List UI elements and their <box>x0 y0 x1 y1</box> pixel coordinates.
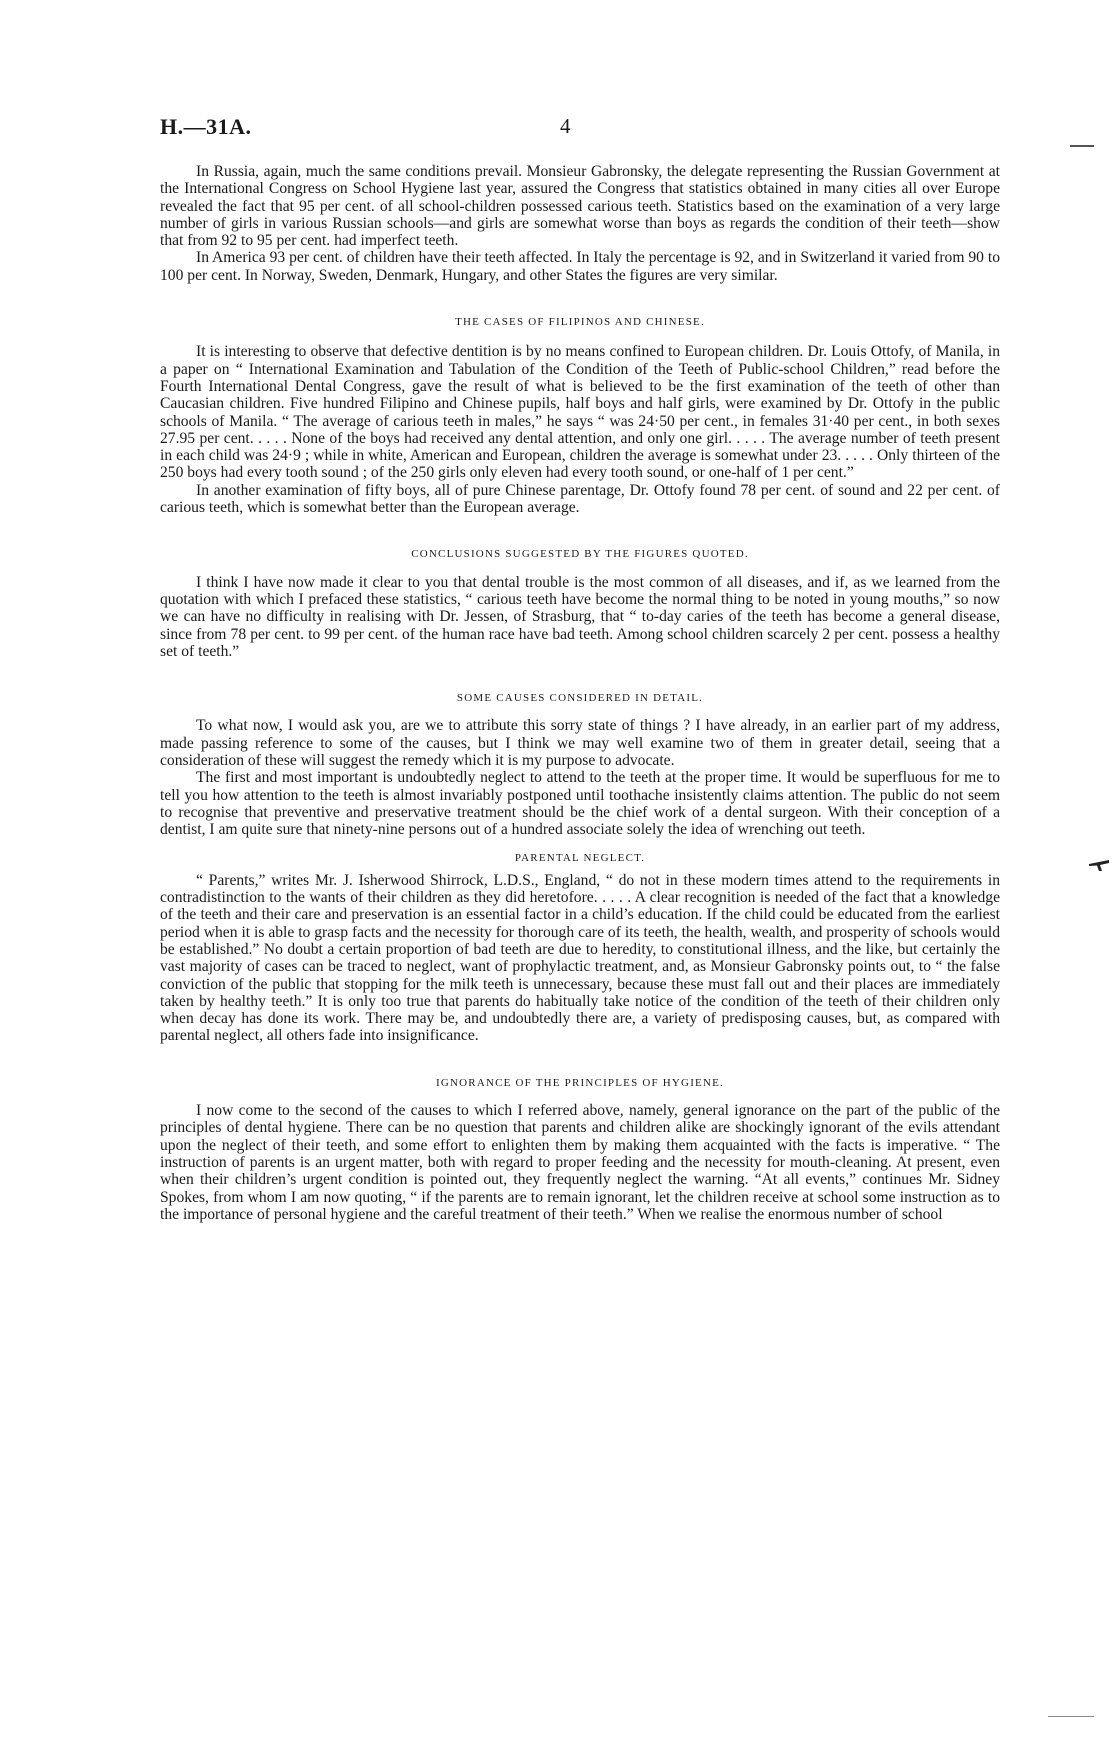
section-heading: THE CASES OF FILIPINOS AND CHINESE. <box>455 316 705 329</box>
margin-mark <box>1070 145 1094 147</box>
margin-arrow-icon <box>1088 858 1110 877</box>
margin-mark <box>1048 1716 1094 1717</box>
body-paragraph: To what now, I would ask you, are we to attribute this sorry state of things ? I have already, in an earlier part of my address, made passing reference to some of the causes, but I think we may well examine two of them in greater detail, seeing that a consideration of these will suggest the remedy which it is my purpose to advocate. <box>160 717 1000 770</box>
body-paragraph: I now come to the second of the causes to which I referred above, namely, general ignorance on the part of the public of the principles of dental hygiene. There can be no question that parents and children alike are shockingly ignorant of the evils attendant upon the neglect of their teeth, and some effort to enlighten them by making them acquainted with the facts is imperative. “ The instruction of parents is an urgent matter, both with regard to proper feeding and the necessity for mouth-cleaning. At present, even when their children’s urgent condition is pointed out, they frequently neglect the warning. “At all events,” continues Mr. Sidney Spokes, from whom I am now quoting, “ if the parents are to remain ignorant, let the children receive at school some instruction as to the importance of personal hygiene and the careful treatment of their teeth.” When we realise the enormous number of school <box>160 1102 1000 1223</box>
body-paragraph: It is interesting to observe that defective dentition is by no means confined to European children. Dr. Louis Ottofy, of Manila, in a paper on “ International Examination and Tabulation of the Condition of the Teeth of Public-school Children,” read before the Fourth International Dental Congress, gave the result of what is believed to be the first examination of the teeth of other than Caucasian children. Five hundred Filipino and Chinese pupils, half boys and half girls, were examined by Dr. Ottofy in the public schools of Manila. “ The average of carious teeth in males,” he says “ was 24·50 per cent., in females 31·40 per cent., in both sexes 27.95 per cent. . . . . None of the boys had received any dental attention, and only one girl. . . . . The average number of teeth present in each child was 24·9 ; while in white, American and European, children the average is somewhat under 23. . . . . Only thirteen of the 250 boys had every tooth sound ; of the 250 girls only eleven had every tooth sound, or one-half of 1 per cent.” <box>160 343 1000 482</box>
page-header <box>160 114 1000 144</box>
document-reference: H.—31A. <box>160 114 252 139</box>
section-heading: PARENTAL NEGLECT. <box>514 851 646 864</box>
section-heading: IGNORANCE OF THE PRINCIPLES OF HYGIENE. <box>436 1076 724 1089</box>
section-heading: SOME CAUSES CONSIDERED IN DETAIL. <box>456 692 704 705</box>
body-paragraph: The first and most important is undoubtedly neglect to attend to the teeth at the proper time. It would be superfluous for me to tell you how attention to the teeth is almost invariably postponed until toothache insistently claims attention. The public do not seem to recognise that preventive and preservative treatment should be the chief work of a dental surgeon. With their conception of a dentist, I am quite sure that ninety-nine persons out of a hundred associate solely the idea of wrenching out teeth. <box>160 769 1000 839</box>
body-paragraph: “ Parents,” writes Mr. J. Isherwood Shirrock, L.D.S., England, “ do not in these modern times attend to the requirements in contradistinction to the wants of their children as they did heretofore. . . . . A clear recognition is needed of the fact that a knowledge of the teeth and their care and preservation is an essential factor in a child’s education. If the child could be educated from the earliest period when it is able to grasp facts and the necessity for thorough care of its teeth, the health, wealth, and prosperity of schools would be established.” No doubt a certain proportion of bad teeth are due to heredity, to constitutional illness, and the like, but certainly the vast majority of cases can be traced to neglect, want of prophylactic treatment, and, as Monsieur Gabronsky points out, to “ the false conviction of the public that stopping for the milk teeth is unnecessary, because these must fall out and their places are immediately taken by healthy teeth.” It is only too true that parents do habitually take notice of the condition of the teeth of their children only when decay has done its work. There may be, and undoubtedly there are, a variety of predisposing causes, but, as compared with parental neglect, all others fade into insignificance. <box>160 871 1000 1045</box>
document-body <box>160 163 1000 1223</box>
body-paragraph: In Russia, again, much the same conditions prevail. Monsieur Gabronsky, the delegate representing the Russian Government at the International Congress on School Hygiene last year, assured the Congress that statistics obtained in many cities all over Europe revealed the fact that 95 per cent. of all school-children possessed carious teeth. Statistics based on the examination of a very large number of girls in various Russian schools—and girls are somewhat worse than boys as regards the condition of their teeth—show that from 92 to 95 per cent. had imperfect teeth. <box>160 163 1000 250</box>
body-paragraph: In America 93 per cent. of children have their teeth affected. In Italy the percentage is 92, and in Switzerland it varied from 90 to 100 per cent. In Norway, Sweden, Denmark, Hungary, and other States the figures are very similar. <box>160 249 1000 284</box>
section-heading: CONCLUSIONS SUGGESTED BY THE FIGURES QUOTED. <box>411 548 749 561</box>
body-paragraph: In another examination of fifty boys, all of pure Chinese parentage, Dr. Ottofy found 78 per cent. of sound and 22 per cent. of carious teeth, which is somewhat better than the European average. <box>160 481 1000 517</box>
body-paragraph: I think I have now made it clear to you that dental trouble is the most common of all diseases, and if, as we learned from the quotation with which I prefaced these statistics, “ carious teeth have become the normal thing to be noted in young mouths,” so now we can have no difficulty in realising with Dr. Jessen, of Strasburg, that “ to-day caries of the teeth has become a general disease, since from 78 per cent. to 99 per cent. of the human race have bad teeth. Among school children scarcely 2 per cent. possess a healthy set of teeth.” <box>160 573 1000 660</box>
page-number: 4 <box>560 114 571 138</box>
